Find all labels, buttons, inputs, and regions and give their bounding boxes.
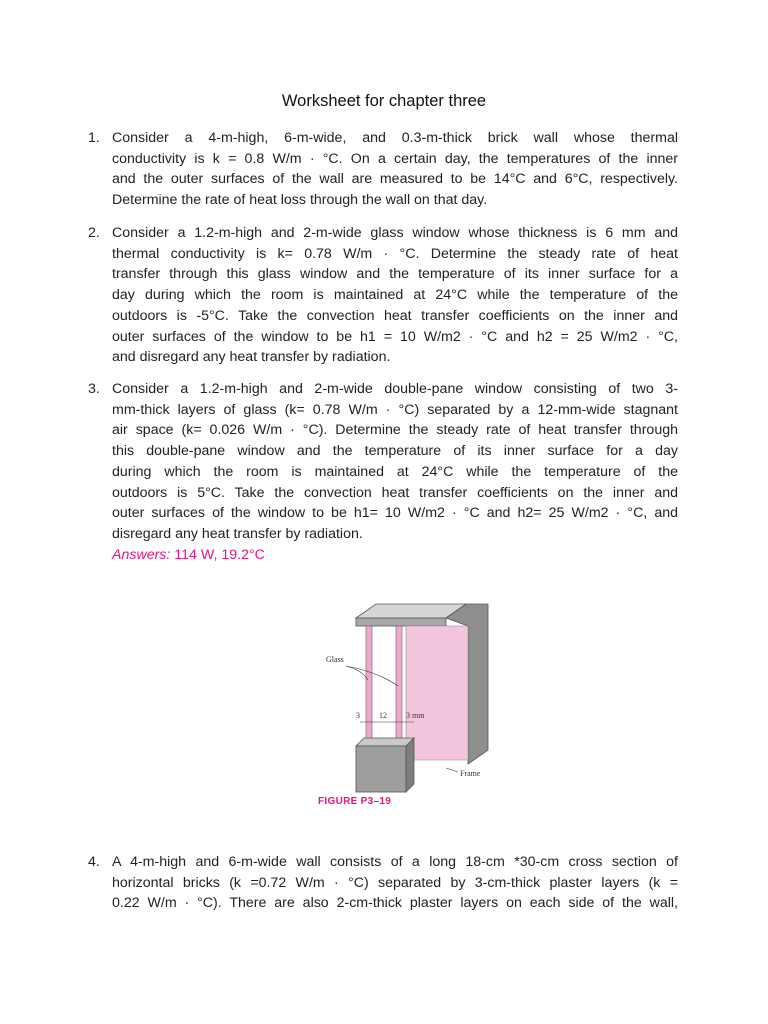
frame-bottom-side [406, 738, 414, 792]
answer-value: 114 W, 19.2°C [174, 546, 265, 563]
question-line: outdoors is 5°C. Take the convection heat transfer coefficients on the inner and [112, 484, 678, 501]
question-line: outdoors is -5°C. Take the convection heat transfer coefficients on the inner and [112, 307, 678, 324]
figure-caption: FIGURE P3–19 [318, 796, 392, 807]
window-diagram [318, 600, 508, 796]
page-title: Worksheet for chapter three [281, 92, 487, 110]
question-line: outer surfaces of the window to be h1= 10 W/m2 · °C and h2= 25 W/m2 · °C, and [112, 505, 678, 522]
question-number: 3. [88, 381, 100, 397]
question-line: mm-thick layers of glass (k= 0.78 W/m · °C) separated by a 12-mm-wide stagnant [112, 401, 678, 418]
question-line: air space (k= 0.026 W/m · °C). Determine the steady rate of heat transfer through [112, 422, 678, 439]
question-2 [88, 223, 678, 368]
dim-mid: 12 [379, 711, 387, 720]
answer-label: Answers: [112, 546, 171, 563]
question-line: transfer through this glass window and the temperature of its inner surface for a [112, 266, 678, 283]
question-line: outer surfaces of the window to be h1 = 10 W/m2 · °C and h2 = 25 W/m2 · °C, [112, 328, 678, 345]
frame-bottom [356, 746, 406, 792]
question-number: 1. [88, 130, 100, 146]
question-line: A 4-m-high and 6-m-wide wall consists of a long 18-cm *30-cm cross section of [112, 854, 678, 870]
figure-double-pane-window [318, 600, 508, 808]
question-line: Consider a 1.2-m-high and 2-m-wide glass window whose thickness is 6 mm and [112, 225, 678, 241]
question-number: 4. [88, 854, 100, 870]
question-line: day during which the room is maintained at 24°C while the temperature of the [112, 287, 678, 304]
question-line: disregard any heat transfer by radiation. [112, 525, 363, 542]
label-frame: Frame [460, 769, 481, 778]
label-glass: Glass [326, 655, 344, 664]
question-line: 0.22 W/m · °C). There are also 2-cm-thick plaster layers on each side of the wall, [112, 895, 678, 912]
frame-bottom-top [356, 738, 414, 746]
question-line: during which the room is maintained at 24°C while the temperature of the [112, 463, 678, 480]
question-line: conductivity is k = 0.8 W/m · °C. On a certain day, the temperatures of the inner [112, 150, 678, 167]
question-line: and the outer surfaces of the wall are measured to be 14°C and 6°C, respectively. [112, 171, 678, 188]
question-line: Consider a 1.2-m-high and 2-m-wide double-pane window consisting of two 3- [112, 381, 678, 397]
question-3 [88, 379, 678, 565]
question-4 [88, 852, 678, 914]
question-number: 2. [88, 225, 100, 241]
pane-back [406, 626, 468, 760]
question-1 [88, 128, 678, 211]
question-line: horizontal bricks (k =0.72 W/m · °C) separated by 3-cm-thick plaster layers (k = [112, 874, 678, 891]
question-line: Consider a 4-m-high, 6-m-wide, and 0.3-m-thick brick wall whose thermal [112, 130, 678, 146]
question-line: thermal conductivity is k= 0.78 W/m · °C. Determine the steady rate of heat [112, 245, 678, 262]
question-line: and disregard any heat transfer by radiation. [112, 349, 391, 366]
frame-leader [446, 768, 458, 772]
dim-left: 3 [356, 711, 360, 720]
answer-line [112, 545, 678, 566]
dim-right: 3 mm [406, 711, 425, 720]
question-line: this double-pane window and the temperature of its inner surface for a day [112, 443, 678, 460]
glass-layer-1 [366, 626, 372, 746]
question-line: Determine the rate of heat loss through the wall on that day. [112, 192, 488, 209]
glass-layer-2 [396, 626, 402, 746]
frame-top-front [356, 618, 446, 626]
